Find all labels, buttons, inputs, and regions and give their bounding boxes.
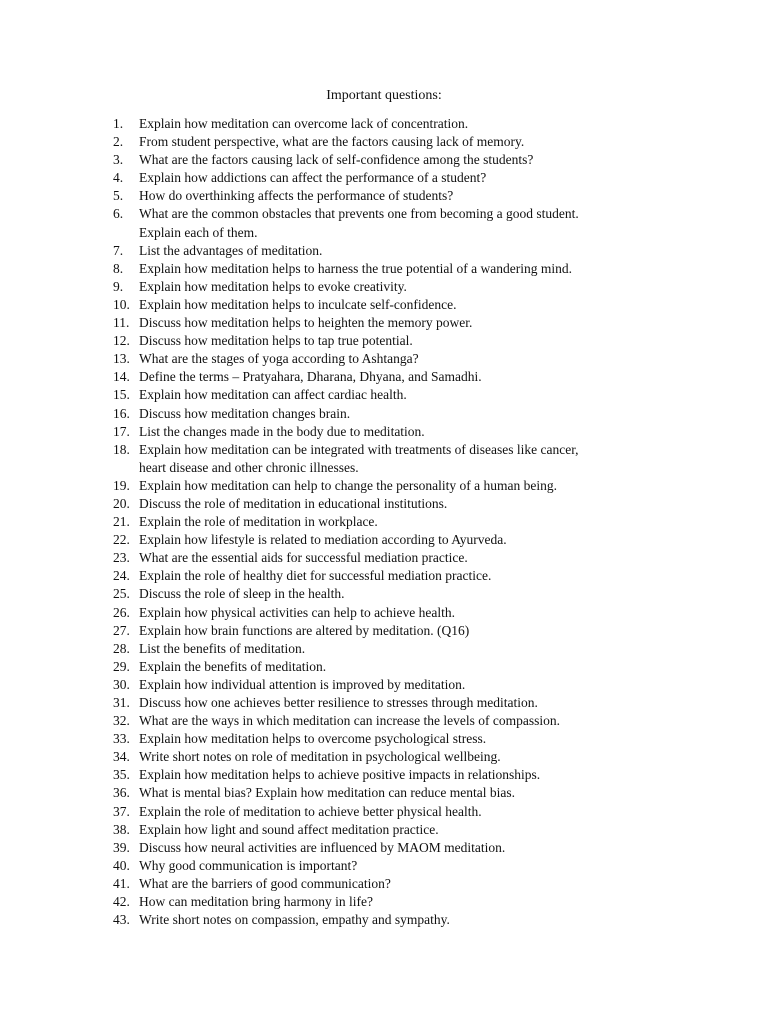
question-item	[113, 296, 658, 314]
question-text	[139, 748, 658, 766]
question-text-line: Explain how meditation can be integrated with treatments of diseases like cancer,	[139, 441, 579, 457]
question-number: 18.	[113, 441, 130, 457]
question-text-line: Explain how meditation helps to evoke creativity.	[139, 278, 407, 294]
question-item	[113, 803, 658, 821]
question-text	[139, 423, 658, 441]
question-number: 41.	[113, 875, 130, 891]
question-item	[113, 875, 658, 893]
question-text	[139, 332, 658, 350]
question-number: 25.	[113, 586, 130, 602]
question-text-line: Define the terms – Pratyahara, Dharana, Dhyana, and Samadhi.	[139, 369, 482, 385]
question-number: 30.	[113, 676, 130, 692]
question-item	[113, 513, 658, 531]
question-text	[139, 585, 658, 603]
question-item	[113, 350, 658, 368]
question-item	[113, 133, 658, 151]
question-text	[139, 640, 658, 658]
question-item	[113, 640, 658, 658]
question-number: 23.	[113, 550, 130, 566]
question-number: 43.	[113, 912, 130, 928]
question-text-line: Explain how meditation can overcome lack of concentration.	[139, 116, 469, 131]
question-number: 17.	[113, 423, 130, 439]
question-text-line: Explain how meditation helps to achieve positive impacts in relationships.	[139, 767, 541, 783]
question-number: 39.	[113, 839, 130, 855]
question-number: 6.	[113, 206, 124, 222]
question-text-line: Explain the role of healthy diet for successful mediation practice.	[139, 568, 492, 584]
question-text-line: heart disease and other chronic illnesses.	[139, 459, 359, 475]
question-text	[139, 405, 658, 423]
question-text	[139, 694, 658, 712]
question-item	[113, 477, 658, 495]
question-number: 19.	[113, 477, 130, 493]
question-text-line: Explain how meditation helps to overcome psychological stress.	[139, 731, 487, 747]
question-text	[139, 350, 658, 368]
question-item	[113, 712, 658, 730]
question-text	[139, 513, 658, 531]
question-text	[139, 151, 658, 169]
question-item	[113, 314, 658, 332]
question-text-line: Explain how lifestyle is related to mediation according to Ayurveda.	[139, 532, 507, 548]
question-text	[139, 531, 658, 549]
question-number: 8.	[113, 260, 124, 276]
question-text-line: Explain the role of meditation in workplace.	[139, 514, 378, 530]
question-number: 37.	[113, 803, 130, 819]
question-item	[113, 784, 658, 802]
question-text	[139, 441, 658, 477]
question-number: 22.	[113, 532, 130, 548]
question-text-line: Write short notes on role of meditation in psychological wellbeing.	[139, 749, 501, 765]
question-item	[113, 151, 658, 169]
question-text-line: How can meditation bring harmony in life?	[139, 894, 373, 910]
question-text-line: What are the common obstacles that prevents one from becoming a good student.	[139, 206, 579, 222]
question-item	[113, 567, 658, 585]
question-number: 16.	[113, 405, 130, 421]
question-text-line: What are the ways in which meditation can increase the levels of compassion.	[139, 713, 560, 729]
question-item	[113, 187, 658, 205]
question-text	[139, 875, 658, 893]
question-item	[113, 423, 658, 441]
question-text	[139, 803, 658, 821]
question-text-line: Explain how individual attention is improved by meditation.	[139, 676, 466, 692]
question-number: 21.	[113, 514, 130, 530]
question-text-line: Discuss how neural activities are influenced by MAOM meditation.	[139, 839, 506, 855]
question-text	[139, 730, 658, 748]
question-number: 15.	[113, 387, 130, 403]
question-text-line: Explain how meditation can help to change the personality of a human being.	[139, 477, 558, 493]
question-text	[139, 368, 658, 386]
question-item	[113, 242, 658, 260]
question-item	[113, 405, 658, 423]
question-text-line: Discuss how meditation changes brain.	[139, 405, 351, 421]
question-text-line: Explain how physical activities can help to achieve health.	[139, 604, 456, 620]
question-item	[113, 676, 658, 694]
question-text	[139, 857, 658, 875]
question-number: 2.	[113, 134, 124, 150]
page-title: Important questions:	[326, 88, 442, 103]
question-text	[139, 784, 658, 802]
question-text-line: Explain each of them.	[139, 224, 258, 240]
question-text	[139, 187, 658, 205]
question-number: 36.	[113, 785, 130, 801]
question-text	[139, 911, 658, 929]
question-text	[139, 296, 658, 314]
question-text	[139, 658, 658, 676]
question-number: 7.	[113, 242, 124, 258]
question-text-line: Discuss the role of meditation in educational institutions.	[139, 495, 448, 511]
question-text	[139, 839, 658, 857]
question-text	[139, 260, 658, 278]
question-text-line: Write short notes on compassion, empathy and sympathy.	[139, 912, 450, 928]
question-text	[139, 766, 658, 784]
question-text-line: Explain how meditation helps to harness the true potential of a wandering mind.	[139, 260, 573, 276]
question-text-line: Explain the role of meditation to achieve better physical health.	[139, 803, 482, 819]
question-text	[139, 115, 658, 133]
question-item	[113, 604, 658, 622]
question-number: 9.	[113, 278, 124, 294]
question-item	[113, 748, 658, 766]
question-text	[139, 242, 658, 260]
question-number: 11.	[113, 315, 130, 331]
question-text-line: List the benefits of meditation.	[139, 640, 306, 656]
question-text	[139, 893, 658, 911]
question-text	[139, 278, 658, 296]
question-text	[139, 495, 658, 513]
question-item	[113, 531, 658, 549]
question-text-line: Discuss how meditation helps to heighten the memory power.	[139, 315, 473, 331]
question-number: 40.	[113, 857, 130, 873]
question-item	[113, 821, 658, 839]
question-number: 27.	[113, 622, 130, 638]
question-text	[139, 676, 658, 694]
question-text-line: Why good communication is important?	[139, 857, 358, 873]
question-item	[113, 893, 658, 911]
question-item	[113, 386, 658, 404]
question-text-line: Explain how addictions can affect the performance of a student?	[139, 170, 487, 186]
question-number: 5.	[113, 188, 124, 204]
question-number: 3.	[113, 152, 124, 168]
question-item	[113, 115, 658, 133]
question-text	[139, 133, 658, 151]
question-text-line: Explain how brain functions are altered by meditation. (Q16)	[139, 622, 470, 638]
question-item	[113, 260, 658, 278]
question-item	[113, 839, 658, 857]
question-item	[113, 205, 658, 241]
question-text-line: Explain how meditation can affect cardiac health.	[139, 387, 407, 403]
question-text	[139, 549, 658, 567]
question-number: 1.	[113, 116, 124, 131]
question-text	[139, 477, 658, 495]
question-number: 12.	[113, 333, 130, 349]
question-text	[139, 205, 658, 241]
question-item	[113, 857, 658, 875]
question-number: 32.	[113, 713, 130, 729]
question-number: 33.	[113, 731, 130, 747]
question-text-line: What are the factors causing lack of self-confidence among the students?	[139, 152, 534, 168]
question-number: 14.	[113, 369, 130, 385]
question-number: 28.	[113, 640, 130, 656]
question-text-line: List the advantages of meditation.	[139, 242, 323, 258]
question-text	[139, 314, 658, 332]
question-number: 10.	[113, 296, 130, 312]
question-text-line: Explain how light and sound affect meditation practice.	[139, 821, 439, 837]
question-number: 4.	[113, 170, 124, 186]
question-number: 42.	[113, 894, 130, 910]
question-item	[113, 441, 658, 477]
question-number: 20.	[113, 495, 130, 511]
question-item	[113, 278, 658, 296]
question-text	[139, 169, 658, 187]
question-text-line: What are the essential aids for successful mediation practice.	[139, 550, 468, 566]
question-item	[113, 169, 658, 187]
question-text-line: What are the barriers of good communication?	[139, 875, 391, 891]
question-text	[139, 567, 658, 585]
question-text-line: From student perspective, what are the factors causing lack of memory.	[139, 134, 525, 150]
question-number: 24.	[113, 568, 130, 584]
question-number: 35.	[113, 767, 130, 783]
question-number: 34.	[113, 749, 130, 765]
question-text	[139, 622, 658, 640]
question-item	[113, 730, 658, 748]
question-text-line: Discuss the role of sleep in the health.	[139, 586, 345, 602]
question-number: 31.	[113, 695, 130, 710]
question-item	[113, 622, 658, 640]
question-text	[139, 386, 658, 404]
question-text-line: Explain how meditation helps to inculcate self-confidence.	[139, 296, 457, 312]
question-text-line: How do overthinking affects the performance of students?	[139, 188, 454, 204]
question-item	[113, 911, 658, 929]
question-number: 26.	[113, 604, 130, 620]
question-item	[113, 766, 658, 784]
question-text	[139, 821, 658, 839]
question-item	[113, 694, 658, 712]
question-text-line: Discuss how meditation helps to tap true potential.	[139, 333, 413, 349]
question-text	[139, 604, 658, 622]
question-item	[113, 658, 658, 676]
question-item	[113, 332, 658, 350]
question-text-line: Discuss how one achieves better resilience to stresses through meditation.	[139, 695, 538, 710]
question-item	[113, 495, 658, 513]
question-number: 13.	[113, 351, 130, 367]
question-item	[113, 585, 658, 603]
question-text	[139, 712, 658, 730]
question-text-line: Explain the benefits of meditation.	[139, 658, 327, 674]
question-text-line: What are the stages of yoga according to Ashtanga?	[139, 351, 419, 367]
question-item	[113, 368, 658, 386]
question-text-line: List the changes made in the body due to meditation.	[139, 423, 425, 439]
question-list	[113, 115, 658, 929]
question-number: 29.	[113, 658, 130, 674]
question-text-line: What is mental bias? Explain how meditation can reduce mental bias.	[139, 785, 516, 801]
question-item	[113, 549, 658, 567]
question-number: 38.	[113, 821, 130, 837]
